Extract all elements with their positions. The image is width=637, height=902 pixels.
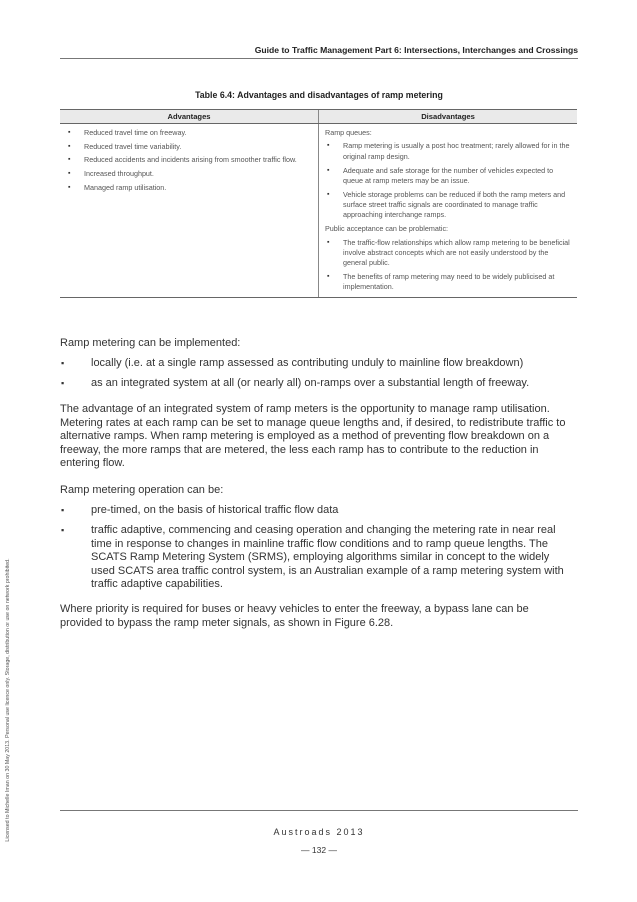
list-item: ▪ The benefits of ramp metering may need to be widely publicised at implementation. [325,272,571,293]
advantages-list [66,128,312,193]
list-item: ▪ Ramp metering is usually a post hoc treatment; rarely allowed for in the original ramp design. [325,141,571,162]
public-acceptance-label: Public acceptance can be problematic: [325,224,449,234]
footer-rule [60,810,578,811]
running-header: Guide to Traffic Management Part 6: Intersections, Interchanges and Crossings [254,45,578,55]
page-number: — 132 — [301,845,337,855]
integrated-system-paragraph: The advantage of an integrated system of ramp meters is the opportunity to manage ramp utilisation. Metering rates at each ramp can be set to manage queue lengths and, if desired, to redistribute traffic to alternative ramps. When ramp metering is employed as a method of preventing flow breakdown on a freeway, the more ramps that are metered, the less each ramp has to contribute to the reduction in entering flow. [60,403,566,469]
disadvantages-cell [319,124,578,298]
public-acceptance-list [325,238,571,293]
list-item: ▪ Vehicle storage problems can be reduced if both the ramp meters and surface street traffic signals are coordinated to manage traffic approaching interchange ramps. [325,190,571,221]
implementation-intro: Ramp metering can be implemented: [60,337,241,349]
list-item: ▪ The traffic-flow relationships which allow ramp metering to be beneficial involve abstract concepts which are not easily understood by the general public. [325,238,571,269]
list-item: ▪ Increased throughput. [66,169,312,179]
advantages-table [60,109,577,298]
advantages-cell [60,124,319,298]
list-item: ▪ Reduced travel time variability. [66,142,312,152]
list-item: ▪ traffic adaptive, commencing and ceasing operation and changing the metering rate in near real time in response to changes in mainline traffic flow conditions and to ramp queue lengths. The SCATS Ramp Metering System (SRMS), employing algorithms similar in concept to the widely used SCATS area traffic control system, is an Australian example of a ramp metering system with traffic adaptive capabilities. [60,524,572,592]
list-item: ▪ Reduced travel time on freeway. [66,128,312,138]
list-item: ▪ Managed ramp utilisation. [66,183,312,193]
footer-organisation: Austroads 2013 [273,827,365,837]
ramp-queues-list [325,141,571,220]
list-item: ▪ as an integrated system at all (or nearly all) on-ramps over a substantial length of freeway. [60,377,572,391]
list-item: ▪ locally (i.e. at a single ramp assessed as contributing unduly to mainline flow breakdown) [60,357,572,371]
bypass-paragraph: Where priority is required for buses or heavy vehicles to enter the freeway, a bypass lane can be provided to bypass the ramp meter signals, as shown in Figure 6.28. [60,603,529,629]
operation-intro: Ramp metering operation can be: [60,484,224,496]
implementation-bullets [60,357,572,391]
operation-section [60,484,572,592]
operation-bullets [60,504,572,592]
ramp-queues-label: Ramp queues: [325,128,372,137]
list-item: ▪ Adequate and safe storage for the number of vehicles expected to queue at ramp meters may be an issue. [325,166,571,187]
header-rule [60,58,578,59]
disadvantages-header: Disadvantages [319,110,578,124]
table-caption: Table 6.4: Advantages and disadvantages of ramp metering [195,90,443,100]
implementation-section [60,337,572,391]
list-item: ▪ pre-timed, on the basis of historical traffic flow data [60,504,572,518]
licence-side-note: Licensed to Michelle Iman on 30 May 2013. Personal use licence only. Storage, distribution or use on network prohibited. [5,558,11,842]
list-item: ▪ Reduced accidents and incidents arising from smoother traffic flow. [66,155,312,165]
advantages-header: Advantages [60,110,319,124]
